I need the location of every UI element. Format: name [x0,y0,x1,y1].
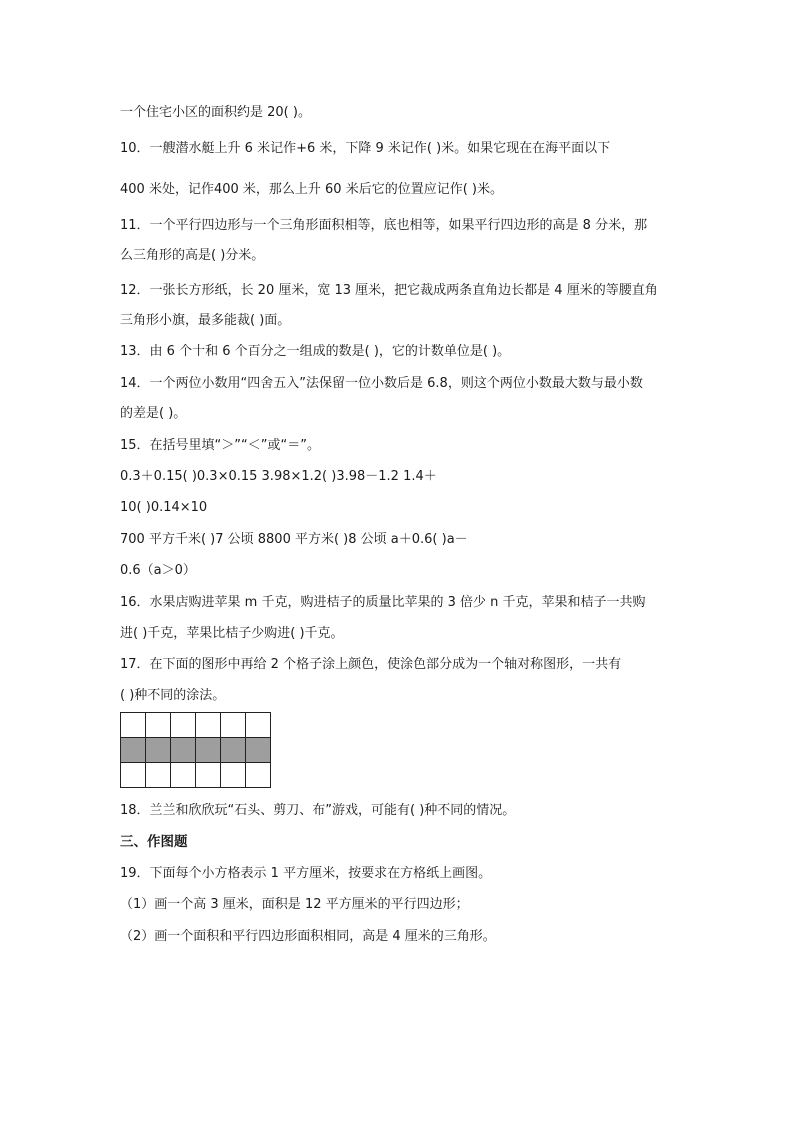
grid-cell [171,763,196,788]
l15: 0.6（a＞0） [120,563,196,578]
grid-cell [196,713,221,738]
grid-cell [221,713,246,738]
l1: 一个住宅小区的面积约是 20( )。 [120,105,311,120]
l16: 16．水果店购进苹果 m 千克，购进桔子的质量比苹果的 3 倍少 n 千克，苹果和桔子一共购 [120,595,646,610]
coloring-grid [120,712,271,788]
grid-cell [171,713,196,738]
grid-cell [246,738,271,763]
l22: 19．下面每个小方格表示 1 平方厘米，按要求在方格纸上画图。 [120,866,492,881]
l6: 12．一张长方形纸，长 20 厘米，宽 13 厘米，把它裁成两条直角边长都是 4 厘米的等腰直角 [120,283,658,298]
grid-cell [121,713,146,738]
l8: 13．由 6 个十和 6 个百分之一组成的数是( )，它的计数单位是( )。 [120,344,511,359]
l4: 11．一个平行四边形与一个三角形面积相等，底也相等，如果平行四边形的高是 8 分米，那 [120,218,648,233]
l12: 0.3＋0.15( )0.3×0.15 3.98×1.2( )3.98－1.2 1.4＋ [120,469,437,484]
grid-cell [121,763,146,788]
l23: （1）画一个高 3 厘米，面积是 12 平方厘米的平行四边形； [120,897,469,912]
l14: 700 平方千米( )7 公顷 8800 平方米( )8 公顷 a＋0.6( )a－ [120,532,468,547]
l10: 的差是( )。 [120,406,187,421]
l7: 三角形小旗，最多能裁( )面。 [120,313,291,328]
l9: 14．一个两位小数用“四舍五入”法保留一位小数后是 6.8，则这个两位小数最大数与最小数 [120,376,643,391]
l18: 17．在下面的图形中再给 2 个格子涂上颜色，使涂色部分成为一个轴对称图形，一共有 [120,657,622,672]
grid-row [121,763,271,788]
l19: ( )种不同的涂法。 [120,688,226,703]
grid-cell [221,763,246,788]
grid-cell [146,763,171,788]
grid-cell [121,738,146,763]
l24: （2）画一个面积和平行四边形面积相同，高是 4 厘米的三角形。 [120,929,496,944]
section-heading: 三、作图题 [120,834,188,850]
grid-cell [196,763,221,788]
grid-cell [246,763,271,788]
l2: 10．一艘潜水艇上升 6 米记作+6 米，下降 9 米记作( )米。如果它现在在海平面以下 [120,141,611,156]
grid-cell [221,738,246,763]
grid-cell [171,738,196,763]
l20: 18．兰兰和欣欣玩“石头、剪刀、布”游戏，可能有( )种不同的情况。 [120,803,516,818]
grid-cell [246,713,271,738]
grid-row [121,713,271,738]
grid-cell [146,738,171,763]
l11: 15．在括号里填“＞”“＜”或“＝”。 [120,438,320,453]
grid-cell [146,713,171,738]
grid-row [121,738,271,763]
l3: 400 米处，记作400 米，那么上升 60 米后它的位置应记作( )米。 [120,182,503,197]
grid-cell [196,738,221,763]
l5: 么三角形的高是( )分米。 [120,248,265,263]
l17: 进( )千克，苹果比桔子少购进( )千克。 [120,626,344,641]
l13: 10( )0.14×10 [120,500,208,515]
